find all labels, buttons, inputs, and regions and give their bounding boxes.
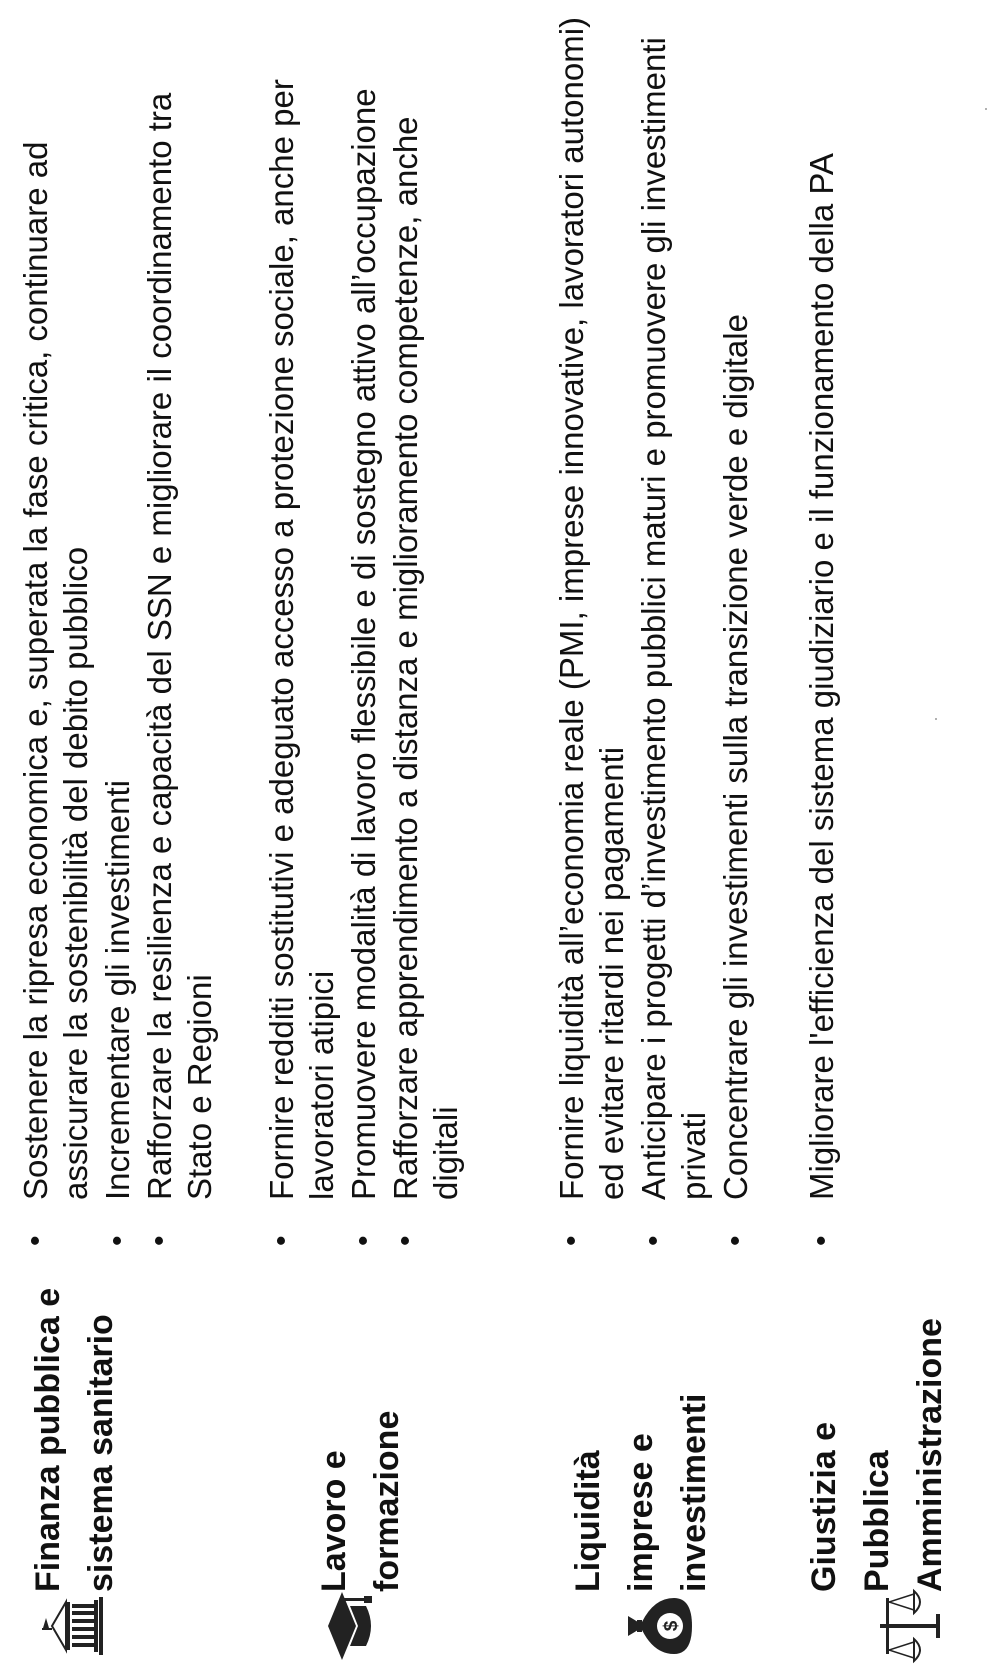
bullet-item: • Migliorare l'efficienza del sistema giudiziario e il funzionamento della PA	[802, 15, 842, 1250]
money-bag-icon	[620, 1588, 696, 1664]
category-title-line: Giustizia e	[805, 1421, 843, 1592]
justice-scales-icon	[872, 1588, 948, 1664]
scan-speck	[985, 108, 987, 110]
bullet-item: • Promuovere modalità di lavoro flessibile e di sostegno attivo all’occupazione	[344, 15, 384, 1250]
category-title-line: investimenti	[675, 1393, 713, 1592]
category-title-line: Amministrazione	[911, 1318, 949, 1592]
category-title	[308, 1282, 414, 1592]
bullet-list	[16, 15, 222, 1250]
bullet-item: • Concentrare gli investimenti sulla transizione verde e digitale	[716, 15, 756, 1250]
bullet-list	[802, 15, 844, 1250]
bullet-item: • Sostenere la ripresa economica e, superata la fase critica, continuare ad assicurare la sostenibilità del debito pubblico	[16, 15, 96, 1250]
bullet-item: • Incrementare gli investimenti	[98, 15, 138, 1250]
category-title-line: imprese e	[622, 1433, 660, 1592]
category-title-line: Lavoro e	[315, 1450, 353, 1592]
scan-speck	[935, 718, 937, 720]
svg-text:$: $	[661, 1620, 682, 1632]
category-title-line: Pubblica	[858, 1450, 896, 1592]
bullet-item: • Rafforzare apprendimento a distanza e miglioramento competenze, anche digitali	[386, 15, 466, 1250]
category-title-line: formazione	[368, 1410, 406, 1592]
bullet-list	[262, 15, 468, 1250]
graduation-cap-icon	[310, 1588, 386, 1664]
bullet-item: • Fornire redditi sostitutivi e adeguato accesso a protezione sociale, anche per lavoratori atipici	[262, 15, 342, 1250]
bullet-item: • Fornire liquidità all’economia reale (PMI, imprese innovative, lavoratori autonomi) ed evitare ritardi nei pagamenti	[552, 15, 632, 1250]
bullet-item: • Anticipare i progetti d’investimento pubblici maturi e promuovere gli investimenti privati	[634, 15, 714, 1250]
bullet-list	[552, 15, 758, 1250]
bullet-item: • Rafforzare la resilienza e capacità del SSN e migliorare il coordinamento tra Stato e Regioni	[140, 15, 220, 1250]
category-title-line: Finanza pubblica e	[29, 1287, 67, 1592]
category-title	[562, 1282, 721, 1592]
category-title-line: Liquidità	[569, 1450, 607, 1592]
category-title	[22, 1282, 128, 1592]
government-building-icon	[36, 1588, 112, 1664]
category-title	[798, 1282, 957, 1592]
category-title-line: sistema sanitario	[82, 1314, 120, 1592]
